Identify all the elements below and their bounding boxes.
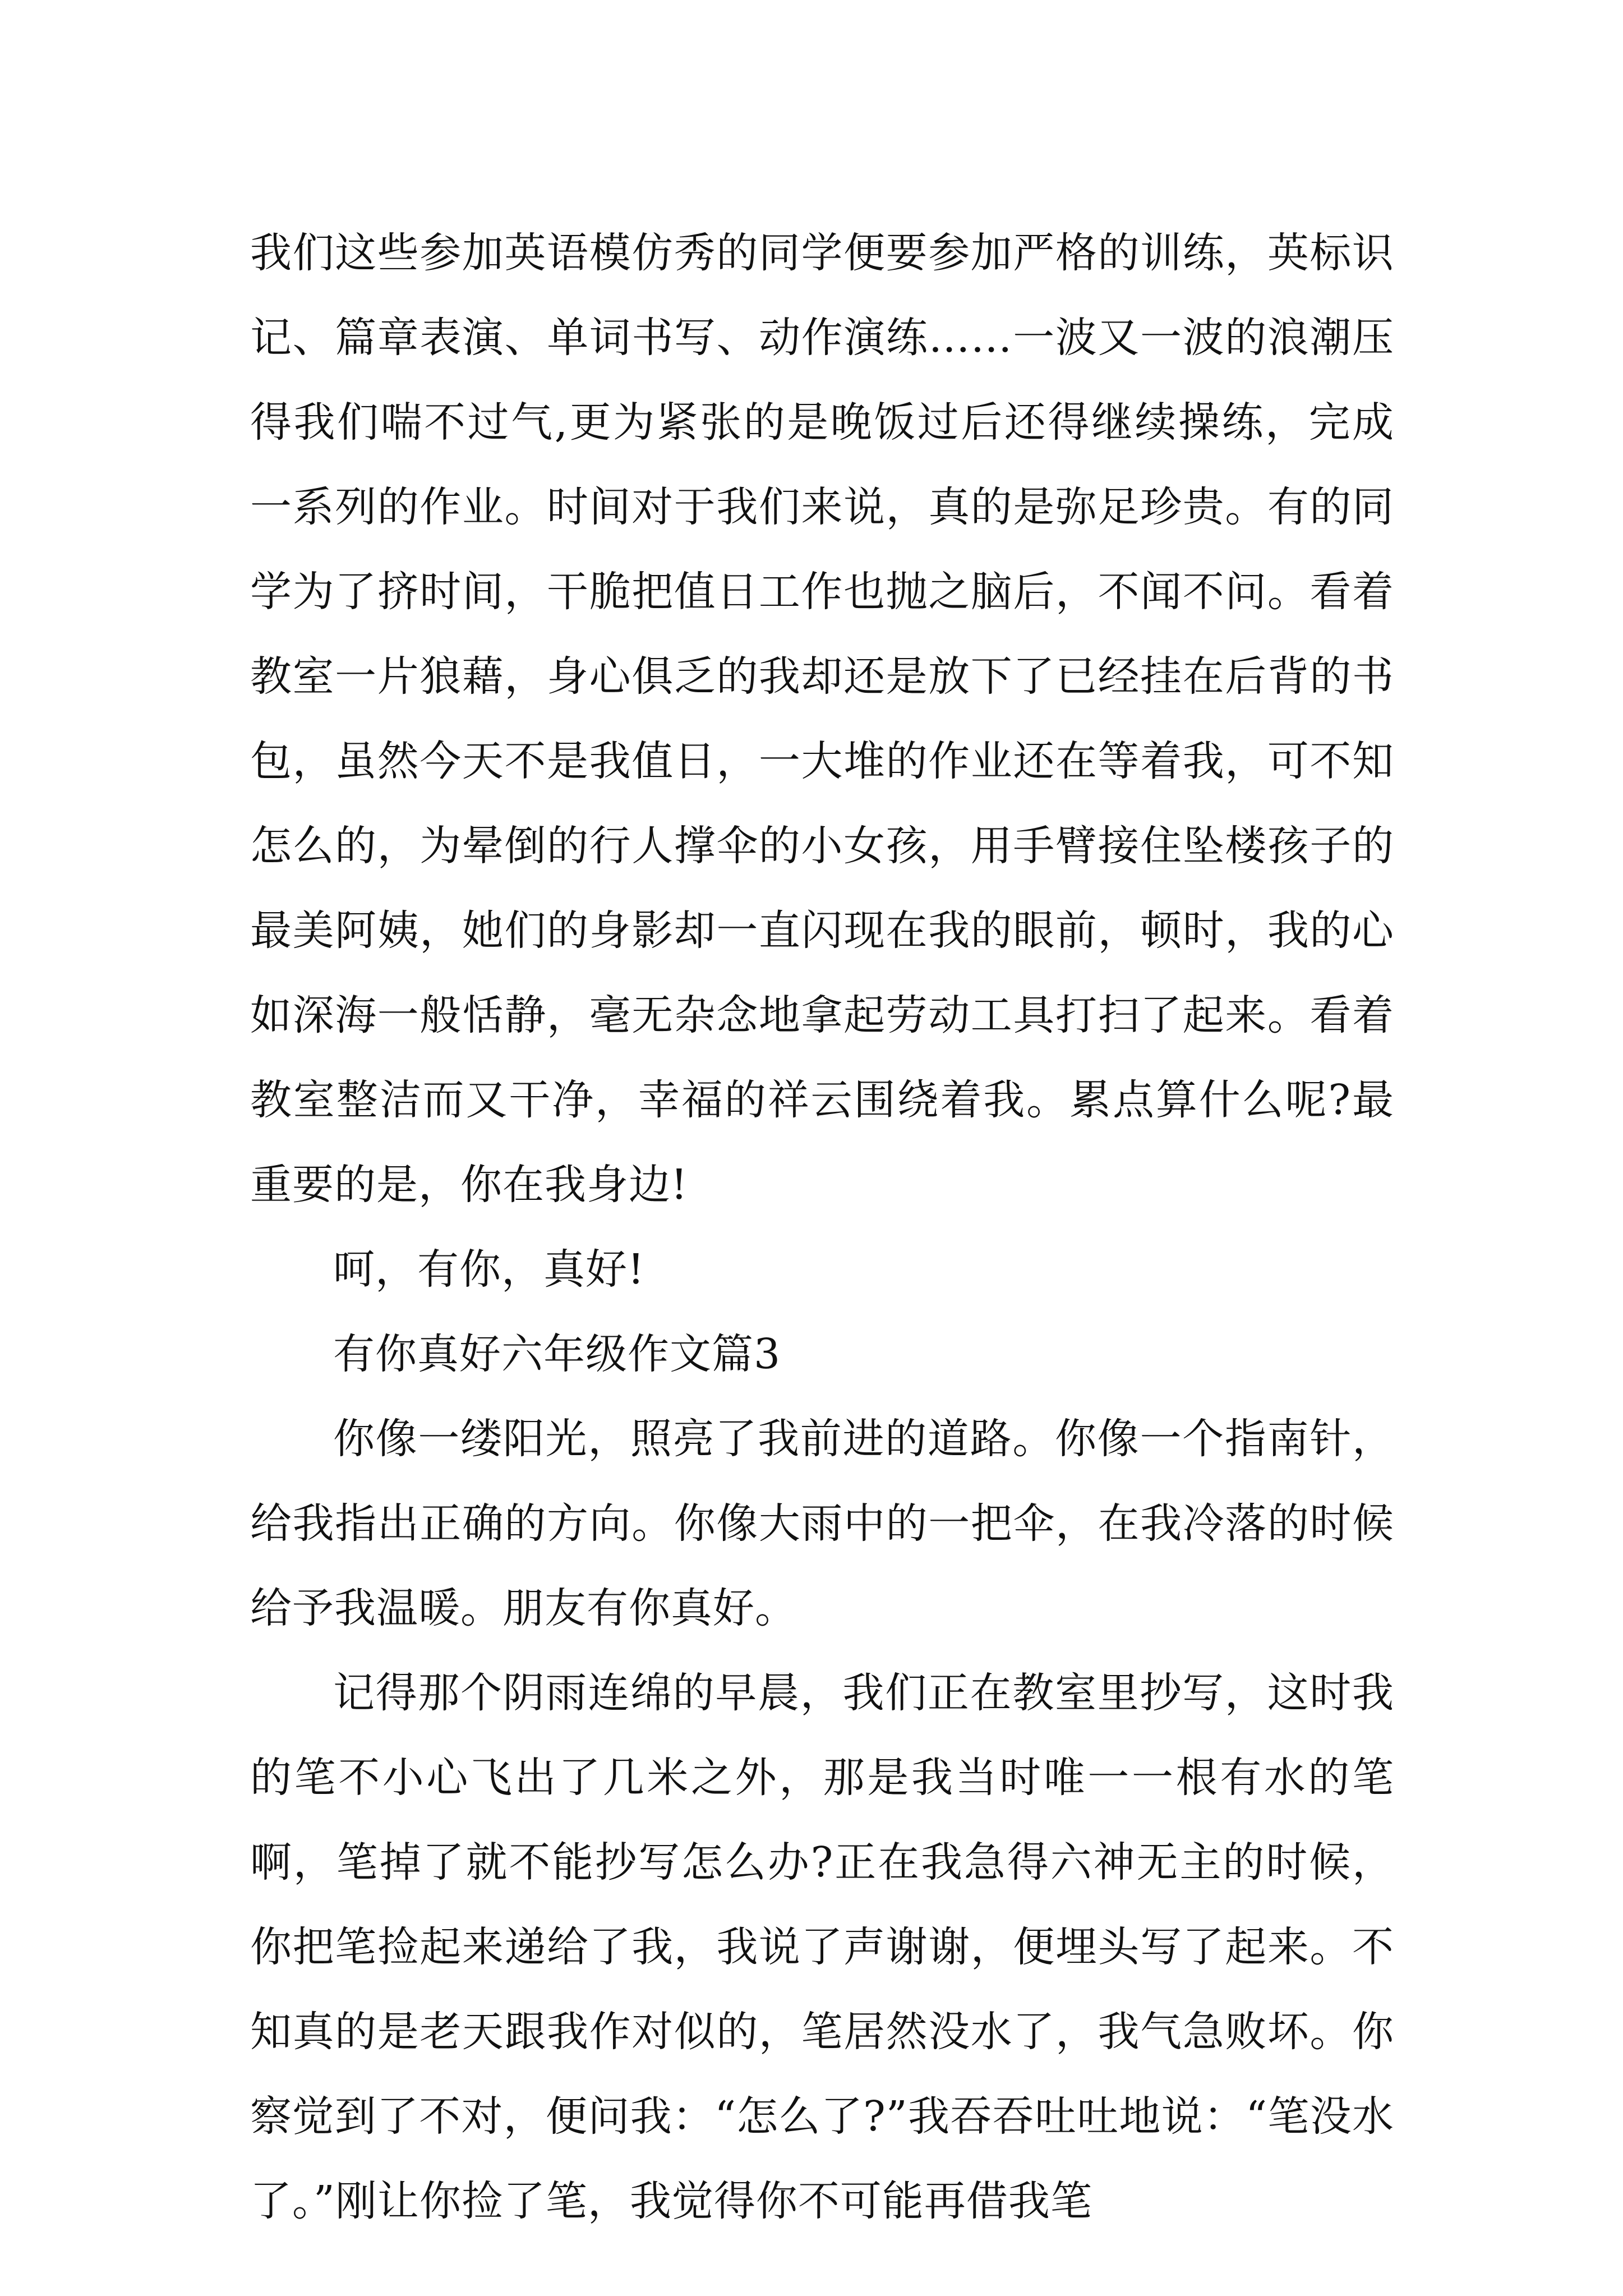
document-body <box>250 211 1394 2244</box>
paragraph-intro: 你像一缕阳光，照亮了我前进的道路。你像一个指南针，给我指出正确的方向。你像大雨中的一把伞，在我冷落的时候给予我温暖。朋友有你真好。 <box>250 1415 1394 1632</box>
paragraph-exclamation: 呵，有你，真好! <box>333 1245 645 1294</box>
paragraph-continued: 我们这些参加英语模仿秀的同学便要参加严格的训练，英标识记、篇章表演、单词书写、动作演练……一波又一波的浪潮压得我们喘不过气,更为紧张的是晚饭过后还得继续操练，完成一系列的作业。时间对于我们来说，真的是弥足珍贵。有的同学为了挤时间，干脆把值日工作也抛之脑后，不闻不问。看着教室一片狼藉，身心俱乏的我却还是放下了已经挂在后背的书包，虽然今天不是我值日，一大堆的作业还在等着我，可不知怎么的，为晕倒的行人撑伞的小女孩，用手臂接住坠楼孩子的最美阿姨，她们的身影却一直闪现在我的眼前，顿时，我的心如深海一般恬静，毫无杂念地拿起劳动工具打扫了起来。看着教室整洁而又干净，幸福的祥云围绕着我。累点算什么呢?最重要的是，你在我身边! <box>250 229 1394 1209</box>
section-heading: 有你真好六年级作文篇3 <box>333 1330 781 1378</box>
paragraph-story: 记得那个阴雨连绵的早晨，我们正在教室里抄写，这时我的笔不小心飞出了几米之外，那是我当时唯一一根有水的笔啊，笔掉了就不能抄写怎么办?正在我急得六神无主的时候，你把笔捡起来递给了我，我说了声谢谢，便埋头写了起来。不知真的是老天跟我作对似的，笔居然没水了，我气急败坏。你察觉到了不对，便问我：“怎么了?”我吞吞吐吐地说：“笔没水了。”刚让你捡了笔，我觉得你不可能再借我笔 <box>250 1669 1394 2225</box>
